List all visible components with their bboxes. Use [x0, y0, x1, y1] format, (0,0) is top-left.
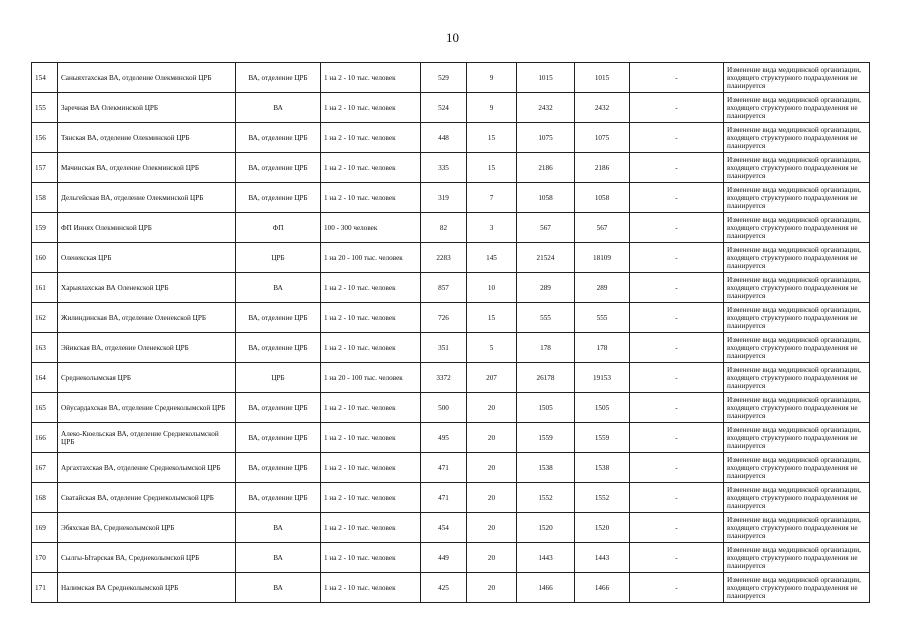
- facility-type: ВА, отделение ЦРБ: [236, 183, 321, 213]
- value-3: 1520: [517, 513, 575, 543]
- change-note: Изменение вида медицинской организации, входящего структурного подразделения не планируется: [724, 123, 870, 153]
- population-norm: 1 на 2 - 10 тыс. человек: [321, 273, 421, 303]
- value-2: 20: [467, 543, 517, 573]
- table-row: [32, 183, 870, 213]
- row-number: 170: [32, 543, 58, 573]
- population-norm: 1 на 2 - 10 тыс. человек: [321, 453, 421, 483]
- value-5: -: [630, 213, 724, 243]
- change-note: Изменение вида медицинской организации, входящего структурного подразделения не планируется: [724, 453, 870, 483]
- row-number: 154: [32, 63, 58, 93]
- value-5: -: [630, 153, 724, 183]
- change-note: Изменение вида медицинской организации, входящего структурного подразделения не планируется: [724, 573, 870, 603]
- facilities-table: [31, 62, 870, 603]
- value-5: -: [630, 183, 724, 213]
- row-number: 158: [32, 183, 58, 213]
- value-3: 21524: [517, 243, 575, 273]
- facility-type: ВА: [236, 573, 321, 603]
- value-3: 2186: [517, 153, 575, 183]
- row-number: 162: [32, 303, 58, 333]
- population-norm: 1 на 2 - 10 тыс. человек: [321, 153, 421, 183]
- facility-name: Жилиндинская ВА, отделение Оленекской ЦРБ: [58, 303, 236, 333]
- value-4: 178: [575, 333, 630, 363]
- row-number: 157: [32, 153, 58, 183]
- row-number: 167: [32, 453, 58, 483]
- value-1: 351: [421, 333, 467, 363]
- row-number: 160: [32, 243, 58, 273]
- change-note: Изменение вида медицинской организации, входящего структурного подразделения не планируется: [724, 243, 870, 273]
- value-2: 15: [467, 123, 517, 153]
- value-5: -: [630, 303, 724, 333]
- population-norm: 1 на 20 - 100 тыс. человек: [321, 243, 421, 273]
- facility-type: ВА: [236, 273, 321, 303]
- population-norm: 1 на 20 - 100 тыс. человек: [321, 363, 421, 393]
- value-3: 1552: [517, 483, 575, 513]
- facility-type: ВА, отделение ЦРБ: [236, 123, 321, 153]
- facility-name: Среднеколымская ЦРБ: [58, 363, 236, 393]
- value-4: 1466: [575, 573, 630, 603]
- table-row: [32, 483, 870, 513]
- value-5: -: [630, 393, 724, 423]
- table-row: [32, 63, 870, 93]
- value-1: 449: [421, 543, 467, 573]
- row-number: 164: [32, 363, 58, 393]
- value-4: 567: [575, 213, 630, 243]
- value-1: 3372: [421, 363, 467, 393]
- value-4: 1015: [575, 63, 630, 93]
- facility-name: Мачинская ВА, отделение Олекминской ЦРБ: [58, 153, 236, 183]
- change-note: Изменение вида медицинской организации, входящего структурного подразделения не планируется: [724, 183, 870, 213]
- value-4: 1505: [575, 393, 630, 423]
- row-number: 161: [32, 273, 58, 303]
- facility-name: Оленекская ЦРБ: [58, 243, 236, 273]
- facility-name: Эбяхская ВА, Среднеколымской ЦРБ: [58, 513, 236, 543]
- change-note: Изменение вида медицинской организации, входящего структурного подразделения не планируется: [724, 93, 870, 123]
- row-number: 171: [32, 573, 58, 603]
- population-norm: 1 на 2 - 10 тыс. человек: [321, 93, 421, 123]
- population-norm: 1 на 2 - 10 тыс. человек: [321, 483, 421, 513]
- value-1: 448: [421, 123, 467, 153]
- value-3: 1443: [517, 543, 575, 573]
- value-2: 3: [467, 213, 517, 243]
- table-row: [32, 393, 870, 423]
- change-note: Изменение вида медицинской организации, входящего структурного подразделения не планируется: [724, 213, 870, 243]
- value-5: -: [630, 273, 724, 303]
- facility-name: Аргахтахская ВА, отделение Среднеколымской ЦРБ: [58, 453, 236, 483]
- table-row: [32, 363, 870, 393]
- row-number: 156: [32, 123, 58, 153]
- population-norm: 1 на 2 - 10 тыс. человек: [321, 183, 421, 213]
- population-norm: 1 на 2 - 10 тыс. человек: [321, 573, 421, 603]
- value-4: 2186: [575, 153, 630, 183]
- change-note: Изменение вида медицинской организации, входящего структурного подразделения не планируется: [724, 63, 870, 93]
- value-2: 15: [467, 303, 517, 333]
- facility-name: Эйикская ВА, отделение Оленекской ЦРБ: [58, 333, 236, 363]
- facility-name: Тянская ВА, отделение Олекминской ЦРБ: [58, 123, 236, 153]
- value-1: 500: [421, 393, 467, 423]
- value-4: 1538: [575, 453, 630, 483]
- value-1: 471: [421, 483, 467, 513]
- value-2: 5: [467, 333, 517, 363]
- value-1: 726: [421, 303, 467, 333]
- value-5: -: [630, 363, 724, 393]
- value-5: -: [630, 423, 724, 453]
- population-norm: 1 на 2 - 10 тыс. человек: [321, 423, 421, 453]
- facility-name: Саныяхтахская ВА, отделение Олекминской ЦРБ: [58, 63, 236, 93]
- value-1: 471: [421, 453, 467, 483]
- value-3: 1559: [517, 423, 575, 453]
- table-row: [32, 123, 870, 153]
- value-4: 1559: [575, 423, 630, 453]
- value-2: 10: [467, 273, 517, 303]
- value-1: 425: [421, 573, 467, 603]
- facility-type: ВА, отделение ЦРБ: [236, 393, 321, 423]
- change-note: Изменение вида медицинской организации, входящего структурного подразделения не планируется: [724, 513, 870, 543]
- change-note: Изменение вида медицинской организации, входящего структурного подразделения не планируется: [724, 393, 870, 423]
- change-note: Изменение вида медицинской организации, входящего структурного подразделения не планируется: [724, 333, 870, 363]
- value-4: 555: [575, 303, 630, 333]
- value-3: 1058: [517, 183, 575, 213]
- value-4: 1443: [575, 543, 630, 573]
- facility-type: ВА: [236, 93, 321, 123]
- facility-name: Сватайская ВА, отделение Среднеколымской ЦРБ: [58, 483, 236, 513]
- table-row: [32, 243, 870, 273]
- value-4: 18109: [575, 243, 630, 273]
- value-4: 2432: [575, 93, 630, 123]
- value-1: 524: [421, 93, 467, 123]
- row-number: 166: [32, 423, 58, 453]
- value-1: 529: [421, 63, 467, 93]
- row-number: 159: [32, 213, 58, 243]
- facility-name: Налимская ВА Среднеколымской ЦРБ: [58, 573, 236, 603]
- facility-name: Сылгы-Ытарская ВА, Среднеколымской ЦРБ: [58, 543, 236, 573]
- value-4: 1075: [575, 123, 630, 153]
- value-3: 2432: [517, 93, 575, 123]
- value-2: 207: [467, 363, 517, 393]
- population-norm: 1 на 2 - 10 тыс. человек: [321, 303, 421, 333]
- facility-name: Харыялахская ВА Оленекской ЦРБ: [58, 273, 236, 303]
- value-3: 289: [517, 273, 575, 303]
- facility-type: ВА: [236, 513, 321, 543]
- change-note: Изменение вида медицинской организации, входящего структурного подразделения не планируется: [724, 273, 870, 303]
- population-norm: 1 на 2 - 10 тыс. человек: [321, 513, 421, 543]
- table-row: [32, 453, 870, 483]
- facility-name: Ойусардахская ВА, отделение Среднеколымской ЦРБ: [58, 393, 236, 423]
- value-1: 495: [421, 423, 467, 453]
- population-norm: 1 на 2 - 10 тыс. человек: [321, 63, 421, 93]
- facility-type: ВА, отделение ЦРБ: [236, 303, 321, 333]
- facility-type: ВА, отделение ЦРБ: [236, 153, 321, 183]
- value-3: 555: [517, 303, 575, 333]
- value-2: 20: [467, 483, 517, 513]
- value-5: -: [630, 333, 724, 363]
- population-norm: 1 на 2 - 10 тыс. человек: [321, 123, 421, 153]
- value-5: -: [630, 63, 724, 93]
- facility-type: ВА: [236, 543, 321, 573]
- change-note: Изменение вида медицинской организации, входящего структурного подразделения не планируется: [724, 423, 870, 453]
- value-5: -: [630, 243, 724, 273]
- facility-name: Алеко-Кюельская ВА, отделение Среднеколымской ЦРБ: [58, 423, 236, 453]
- value-2: 9: [467, 93, 517, 123]
- value-4: 289: [575, 273, 630, 303]
- value-2: 15: [467, 153, 517, 183]
- population-norm: 100 - 300 человек: [321, 213, 421, 243]
- facility-name: Дельгейская ВА, отделение Олекминской ЦРБ: [58, 183, 236, 213]
- value-3: 1015: [517, 63, 575, 93]
- value-3: 1466: [517, 573, 575, 603]
- row-number: 163: [32, 333, 58, 363]
- table-row: [32, 153, 870, 183]
- value-2: 20: [467, 573, 517, 603]
- value-1: 857: [421, 273, 467, 303]
- value-5: -: [630, 93, 724, 123]
- table-body: [32, 63, 870, 603]
- value-1: 335: [421, 153, 467, 183]
- facility-type: ВА, отделение ЦРБ: [236, 333, 321, 363]
- facility-type: ВА, отделение ЦРБ: [236, 483, 321, 513]
- value-2: 20: [467, 453, 517, 483]
- facility-type: ФП: [236, 213, 321, 243]
- facility-name: Заречная ВА Олекминской ЦРБ: [58, 93, 236, 123]
- value-2: 20: [467, 513, 517, 543]
- change-note: Изменение вида медицинской организации, входящего структурного подразделения не планируется: [724, 543, 870, 573]
- value-4: 1058: [575, 183, 630, 213]
- table-row: [32, 543, 870, 573]
- facility-name: ФП Иннях Олекминской ЦРБ: [58, 213, 236, 243]
- row-number: 168: [32, 483, 58, 513]
- value-4: 1520: [575, 513, 630, 543]
- value-3: 1075: [517, 123, 575, 153]
- table-row: [32, 213, 870, 243]
- change-note: Изменение вида медицинской организации, входящего структурного подразделения не планируется: [724, 303, 870, 333]
- value-5: -: [630, 573, 724, 603]
- value-4: 1552: [575, 483, 630, 513]
- value-1: 454: [421, 513, 467, 543]
- value-3: 1538: [517, 453, 575, 483]
- value-1: 319: [421, 183, 467, 213]
- value-2: 7: [467, 183, 517, 213]
- value-2: 20: [467, 423, 517, 453]
- value-5: -: [630, 543, 724, 573]
- value-3: 26178: [517, 363, 575, 393]
- table-row: [32, 303, 870, 333]
- table-row: [32, 513, 870, 543]
- table-row: [32, 333, 870, 363]
- change-note: Изменение вида медицинской организации, входящего структурного подразделения не планируется: [724, 153, 870, 183]
- value-1: 2283: [421, 243, 467, 273]
- facility-type: ВА, отделение ЦРБ: [236, 423, 321, 453]
- value-3: 178: [517, 333, 575, 363]
- value-3: 1505: [517, 393, 575, 423]
- value-2: 145: [467, 243, 517, 273]
- value-2: 9: [467, 63, 517, 93]
- population-norm: 1 на 2 - 10 тыс. человек: [321, 393, 421, 423]
- page-number: 10: [446, 30, 459, 45]
- facility-type: ВА, отделение ЦРБ: [236, 453, 321, 483]
- row-number: 165: [32, 393, 58, 423]
- value-2: 20: [467, 393, 517, 423]
- facility-type: ЦРБ: [236, 363, 321, 393]
- facility-type: ВА, отделение ЦРБ: [236, 63, 321, 93]
- table-row: [32, 93, 870, 123]
- row-number: 155: [32, 93, 58, 123]
- table-row: [32, 273, 870, 303]
- value-5: -: [630, 123, 724, 153]
- change-note: Изменение вида медицинской организации, входящего структурного подразделения не планируется: [724, 483, 870, 513]
- row-number: 169: [32, 513, 58, 543]
- value-5: -: [630, 513, 724, 543]
- value-5: -: [630, 483, 724, 513]
- facility-type: ЦРБ: [236, 243, 321, 273]
- value-5: -: [630, 453, 724, 483]
- table-row: [32, 423, 870, 453]
- population-norm: 1 на 2 - 10 тыс. человек: [321, 543, 421, 573]
- change-note: Изменение вида медицинской организации, входящего структурного подразделения не планируется: [724, 363, 870, 393]
- value-4: 19153: [575, 363, 630, 393]
- table-row: [32, 573, 870, 603]
- population-norm: 1 на 2 - 10 тыс. человек: [321, 333, 421, 363]
- value-1: 82: [421, 213, 467, 243]
- value-3: 567: [517, 213, 575, 243]
